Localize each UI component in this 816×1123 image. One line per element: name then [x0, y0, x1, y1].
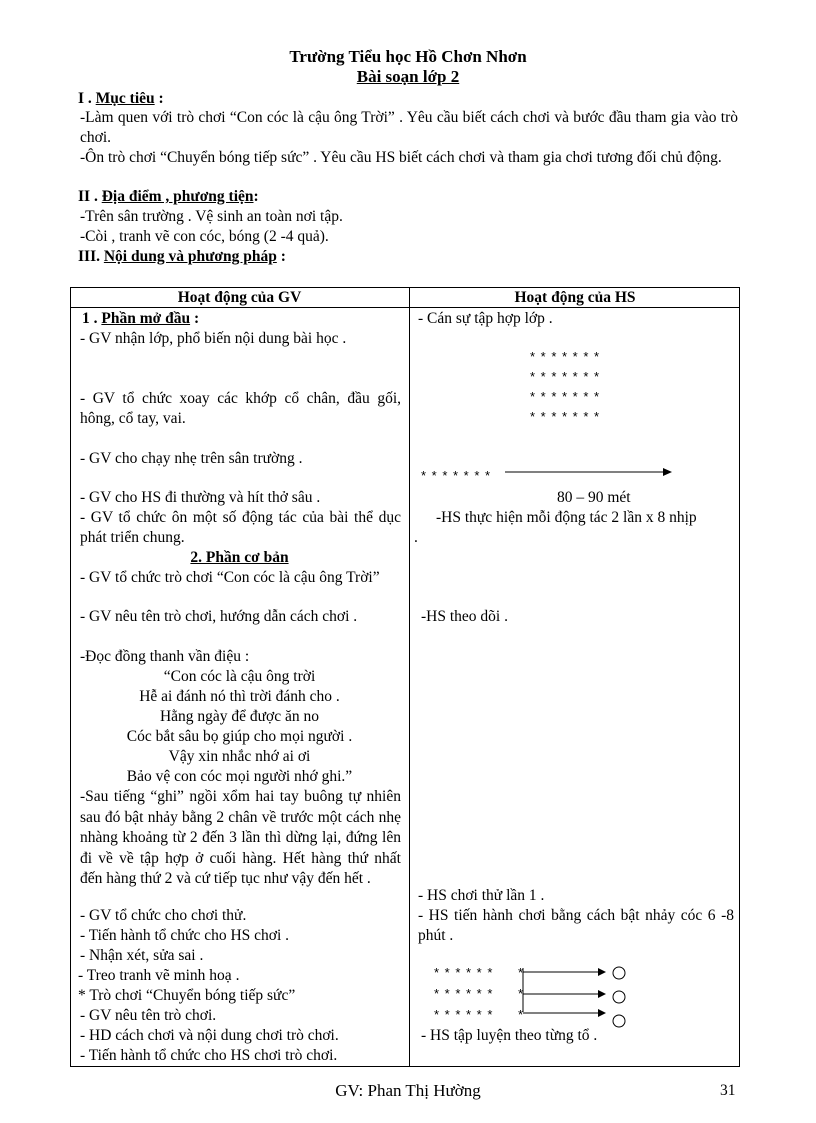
gv-activity-13: - Treo tranh vẽ minh hoạ .: [78, 967, 240, 984]
ball-icon: [613, 967, 625, 979]
poem-line-2: Hễ ai đánh nó thì trời đánh cho .: [139, 688, 340, 705]
gv-activity-14: * Trò chơi “Chuyển bóng tiếp sức”: [78, 987, 296, 1004]
section2-heading: II . Địa điểm , phương tiện:: [78, 188, 259, 205]
hs-activity-2: -HS thực hiện mỗi động tác 2 lần x 8 nhịp: [436, 509, 697, 526]
relay-arrowhead-3: [598, 1009, 606, 1017]
relay-row-2: * * * * * *: [434, 986, 494, 1001]
poem-line-4: Cóc bắt sâu bọ giúp cho mọi người .: [126, 728, 353, 745]
gv-activity-9: -Sau tiếng “ghi” ngồi xổm hai tay buông tự nhiên sau đó bật nhảy bằng 2 chân về trước một cách nhẹ nhàng khoảng từ 2 đến 3 lần thì dừng lại, đứng lên đi về về tập hợp ở cuối hàng. Hết hàng thứ nhất đến hàng thứ 2 và cứ tiếp tục như vậy đến hết .: [80, 788, 401, 887]
gv-activity-7: - GV nêu tên trò chơi, hướng dẫn cách chơi .: [80, 608, 358, 625]
section1-paragraph-2: -Ôn trò chơi “Chuyển bóng tiếp sức” . Yêu cầu HS biết cách chơi và tham gia chơi tương đối chủ động.: [80, 149, 722, 166]
gv-activity-17: - Tiến hành tổ chức cho HS chơi trò chơi.: [80, 1047, 338, 1064]
gv-activity-15: - GV nêu tên trò chơi.: [80, 1007, 217, 1024]
gv-activity-4: - GV cho HS đi thường và hít thở sâu .: [80, 489, 321, 506]
section3-heading: III. Nội dung và phương pháp :: [78, 248, 286, 265]
footer-teacher: GV: Phan Thị Hường: [335, 1081, 481, 1100]
section1-paragraph-1: -Làm quen với trò chơi “Con cóc là cậu ông Trời” . Yêu cầu biết cách chơi và bước đầu tham gia vào trò chơi.: [80, 109, 738, 146]
relay-row-1: * * * * * *: [434, 965, 494, 980]
ball-icon: [613, 1015, 625, 1027]
ball-icon: [613, 991, 625, 1003]
part2-heading: 2. Phần cơ bản: [190, 549, 289, 566]
school-title: Trường Tiểu học Hồ Chơn Nhơn: [289, 47, 527, 66]
section1-heading: I . Mục tiêu :: [78, 90, 164, 107]
gv-activity-12: - Nhận xét, sửa sai .: [80, 947, 204, 964]
gv-activity-2: - GV tổ chức xoay các khớp cổ chân, đầu gối, hông, cổ tay, vai.: [80, 390, 401, 427]
gv-activity-5: - GV tổ chức ôn một số động tác của bài thể dục phát triển chung.: [80, 509, 401, 546]
gv-activity-6: - GV tổ chức trò chơi “Con cóc là cậu ông Trời”: [80, 569, 380, 586]
page-number: 31: [720, 1082, 736, 1099]
hs-activity-1: - Cán sự tập hợp lớp .: [418, 310, 553, 327]
poem-line-6: Bảo vệ con cóc mọi người nhớ ghi.”: [126, 768, 353, 785]
formation-row-4: * * * * * * *: [530, 409, 601, 424]
gv-activity-1: - GV nhận lớp, phổ biến nội dung bài học .: [80, 330, 347, 347]
relay-arrowhead-2: [598, 990, 606, 998]
section2-line-1: -Trên sân trường . Vệ sinh an toàn nơi tập.: [80, 208, 343, 225]
part1-heading: 1 . Phần mở đầu :: [82, 310, 200, 327]
poem-line-3: Hằng ngày để được ăn no: [159, 708, 320, 725]
relay-end-3: *: [518, 1007, 524, 1022]
formation-row-3: * * * * * * *: [530, 389, 601, 404]
relay-end-2: *: [518, 986, 524, 1001]
hs-activity-3: -HS theo dõi .: [421, 608, 508, 625]
table-column-divider: [409, 287, 410, 1067]
run-arrow: [505, 465, 675, 479]
table-header-hs: Hoạt động của HS: [514, 289, 636, 306]
table-header-gv: Hoạt động của GV: [177, 289, 302, 306]
hs-activity-5: - HS tiến hành chơi bằng cách bật nhảy cóc 6 -8 phút .: [418, 907, 734, 944]
relay-arrowhead-1: [598, 968, 606, 976]
poem-line-1: “Con cóc là cậu ông trời: [163, 668, 316, 685]
run-distance: 80 – 90 mét: [557, 489, 631, 506]
gv-activity-11: - Tiến hành tổ chức cho HS chơi .: [80, 927, 290, 944]
gv-activity-10: - GV tổ chức cho chơi thử.: [80, 907, 247, 924]
page-subtitle: Bài soạn lớp 2: [356, 67, 460, 86]
poem-line-5: Vậy xin nhắc nhớ ai ơi: [168, 748, 311, 765]
relay-end-1: *: [518, 965, 524, 980]
gv-activity-8: -Đọc đồng thanh vần điệu :: [80, 648, 250, 665]
run-row: * * * * * * *: [421, 468, 492, 483]
section2-line-2: -Còi , tranh vẽ con cóc, bóng (2 -4 quả).: [80, 228, 329, 245]
hs-activity-6: - HS tập luyện theo từng tổ .: [421, 1027, 598, 1044]
hs-activity-2-dot: .: [414, 529, 418, 546]
relay-diagram: [520, 960, 635, 1035]
formation-row-1: * * * * * * *: [530, 349, 601, 364]
gv-activity-3: - GV cho chạy nhẹ trên sân trường .: [80, 450, 303, 467]
gv-activity-16: - HD cách chơi và nội dung chơi trò chơi.: [80, 1027, 339, 1044]
relay-row-3: * * * * * *: [434, 1007, 494, 1022]
formation-row-2: * * * * * * *: [530, 369, 601, 384]
hs-activity-4: - HS chơi thử lần 1 .: [418, 887, 545, 904]
